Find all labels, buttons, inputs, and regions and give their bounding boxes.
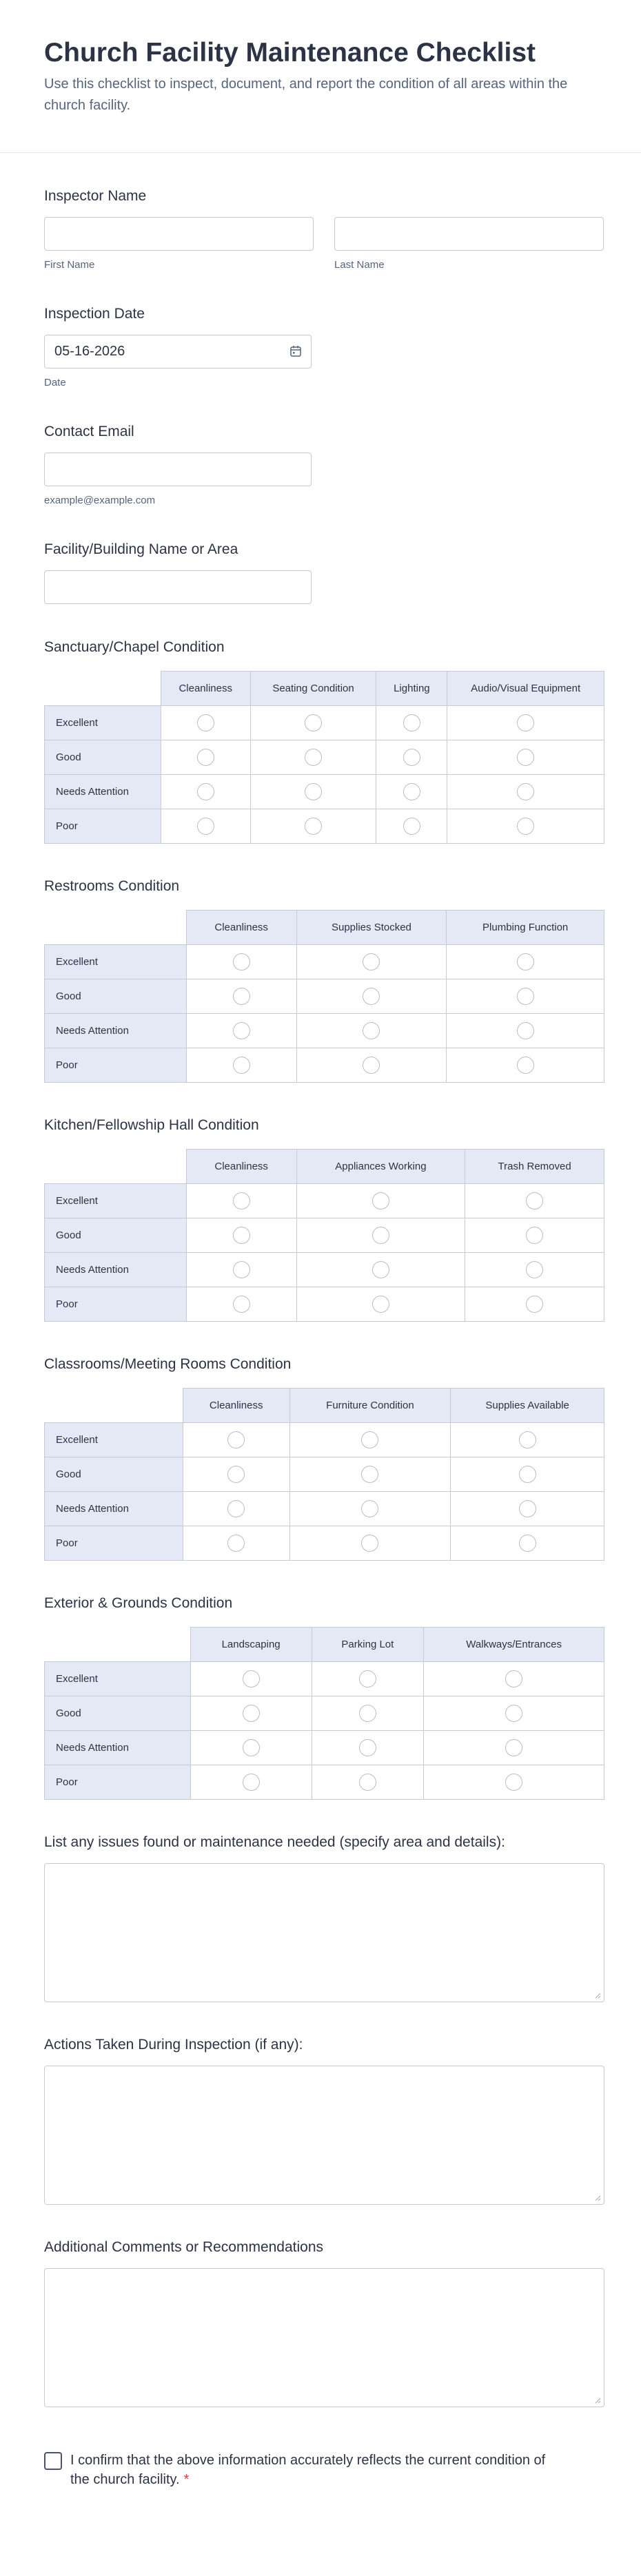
- rating-radio[interactable]: [361, 1500, 378, 1517]
- matrix-corner: [45, 911, 187, 945]
- inspection-date-sublabel: Date: [44, 377, 66, 388]
- matrix-cell: [186, 1287, 296, 1322]
- matrix-column-header: Walkways/Entrances: [424, 1628, 604, 1662]
- rating-radio[interactable]: [505, 1670, 522, 1687]
- comments-textarea[interactable]: [44, 2268, 604, 2407]
- rating-radio[interactable]: [519, 1431, 536, 1448]
- rating-radio[interactable]: [519, 1466, 536, 1483]
- matrix-column-header: Appliances Working: [296, 1150, 465, 1184]
- matrix-cell: [296, 1048, 447, 1083]
- contact-email-input[interactable]: [44, 453, 312, 486]
- resize-handle-icon[interactable]: [594, 1992, 601, 1999]
- facility-field: [44, 540, 597, 604]
- rating-radio[interactable]: [363, 1022, 380, 1039]
- table-row: [45, 1696, 604, 1731]
- rating-radio[interactable]: [197, 749, 214, 766]
- rating-radio[interactable]: [517, 1022, 534, 1039]
- matrix-field: [44, 1594, 597, 1800]
- confirm-label: [70, 2451, 553, 2489]
- matrix-column-header: Seating Condition: [250, 672, 376, 706]
- rating-radio[interactable]: [305, 783, 322, 800]
- table-row: [45, 740, 604, 775]
- matrix-cell: [186, 1014, 296, 1048]
- rating-radio[interactable]: [227, 1431, 245, 1448]
- rating-radio[interactable]: [372, 1192, 389, 1209]
- rating-radio[interactable]: [526, 1227, 543, 1244]
- matrix-cell: [451, 1526, 604, 1561]
- page-subtitle: Use this checklist to inspect, document, and report the condition of all areas within the church facility.: [44, 76, 568, 113]
- matrix-column-header: Cleanliness: [183, 1389, 289, 1423]
- rating-radio[interactable]: [517, 783, 534, 800]
- matrix-cell: [186, 945, 296, 979]
- matrix-row-label: Poor: [45, 1287, 187, 1322]
- matrix-field: [44, 877, 597, 1083]
- matrix-cell: [424, 1662, 604, 1696]
- table-row: [45, 1731, 604, 1765]
- matrix-cell: [447, 945, 604, 979]
- matrix-table: [44, 671, 604, 844]
- matrix-column-header: Cleanliness: [186, 1150, 296, 1184]
- inspector-name-label: Inspector Name: [44, 188, 147, 204]
- rating-radio[interactable]: [403, 714, 420, 731]
- issues-label: List any issues found or maintenance needed (specify area and details):: [44, 1834, 505, 1850]
- rating-radio[interactable]: [403, 818, 420, 835]
- last-name-input[interactable]: [334, 217, 604, 251]
- matrix-row-label: Excellent: [45, 1184, 187, 1218]
- matrix-cell: [312, 1662, 424, 1696]
- matrix-corner: [45, 1150, 187, 1184]
- form-body: [0, 187, 641, 2489]
- matrix-cell: [451, 1457, 604, 1492]
- matrix-cell: [465, 1184, 604, 1218]
- matrix-row-label: Good: [45, 979, 187, 1014]
- rating-radio[interactable]: [505, 1739, 522, 1756]
- required-mark: *: [183, 2472, 190, 2487]
- rating-radio[interactable]: [526, 1192, 543, 1209]
- actions-field: [44, 2035, 597, 2205]
- rating-radio[interactable]: [233, 1261, 250, 1278]
- contact-email-field: [44, 422, 597, 507]
- matrix-row-label: Excellent: [45, 1423, 183, 1457]
- matrix-column-header: Parking Lot: [312, 1628, 424, 1662]
- confirm-field: [44, 2451, 597, 2489]
- rating-radio[interactable]: [372, 1296, 389, 1313]
- contact-email-label: Contact Email: [44, 424, 134, 439]
- rating-radio[interactable]: [233, 1022, 250, 1039]
- table-row: [45, 1423, 604, 1457]
- rating-radio[interactable]: [359, 1670, 376, 1687]
- rating-radio[interactable]: [243, 1670, 260, 1687]
- rating-radio[interactable]: [233, 953, 250, 970]
- matrix-row-label: Needs Attention: [45, 775, 161, 809]
- matrix-column-header: Furniture Condition: [289, 1389, 451, 1423]
- matrix-cell: [296, 1253, 465, 1287]
- matrix-table: [44, 1388, 604, 1561]
- matrix-row-label: Poor: [45, 1765, 191, 1800]
- matrix-cell: [424, 1731, 604, 1765]
- rating-radio[interactable]: [526, 1296, 543, 1313]
- page-title: Church Facility Maintenance Checklist: [44, 38, 536, 67]
- contact-email-sublabel: example@example.com: [44, 495, 156, 506]
- table-row: [45, 1287, 604, 1322]
- facility-input[interactable]: [44, 570, 312, 604]
- first-name-input[interactable]: [44, 217, 314, 251]
- matrix-cell: [312, 1696, 424, 1731]
- matrix-row-label: Good: [45, 1457, 183, 1492]
- matrix-cell: [183, 1457, 289, 1492]
- rating-radio[interactable]: [359, 1705, 376, 1722]
- matrix-cell: [447, 775, 604, 809]
- rating-radio[interactable]: [243, 1739, 260, 1756]
- matrix-column-header: Cleanliness: [161, 672, 250, 706]
- rating-radio[interactable]: [361, 1535, 378, 1552]
- rating-radio[interactable]: [233, 988, 250, 1005]
- inspector-name-field: [44, 187, 597, 271]
- rating-radio[interactable]: [197, 818, 214, 835]
- rating-radio[interactable]: [372, 1261, 389, 1278]
- matrix-cell: [376, 809, 447, 844]
- matrix-column-header: Supplies Available: [451, 1389, 604, 1423]
- matrix-cell: [376, 775, 447, 809]
- rating-radio[interactable]: [519, 1500, 536, 1517]
- matrix-cell: [296, 979, 447, 1014]
- table-row: [45, 1048, 604, 1083]
- matrix-cell: [289, 1423, 451, 1457]
- rating-radio[interactable]: [243, 1705, 260, 1722]
- matrix-table: [44, 1149, 604, 1322]
- matrix-cell: [447, 979, 604, 1014]
- matrix-row-label: Poor: [45, 1048, 187, 1083]
- matrix-cell: [312, 1765, 424, 1800]
- rating-radio[interactable]: [227, 1535, 245, 1552]
- rating-radio[interactable]: [519, 1535, 536, 1552]
- matrix-cell: [190, 1696, 312, 1731]
- matrix-cell: [296, 1184, 465, 1218]
- matrix-cell: [186, 1184, 296, 1218]
- matrix-row-label: Excellent: [45, 945, 187, 979]
- matrix-row-label: Good: [45, 1218, 187, 1253]
- matrix-cell: [289, 1492, 451, 1526]
- rating-radio[interactable]: [361, 1431, 378, 1448]
- matrix-table: [44, 910, 604, 1083]
- rating-radio[interactable]: [403, 749, 420, 766]
- matrix-cell: [447, 1014, 604, 1048]
- rating-radio[interactable]: [233, 1227, 250, 1244]
- matrix-column-header: Plumbing Function: [447, 911, 604, 945]
- matrix-column-header: Supplies Stocked: [296, 911, 447, 945]
- confirm-checkbox[interactable]: [44, 2452, 62, 2470]
- matrix-cell: [250, 809, 376, 844]
- matrix-row-label: Excellent: [45, 1662, 191, 1696]
- matrix-cell: [465, 1253, 604, 1287]
- matrix-cell: [161, 809, 250, 844]
- matrix-cell: [451, 1492, 604, 1526]
- matrix-cell: [186, 1048, 296, 1083]
- matrix-label: Kitchen/Fellowship Hall Condition: [44, 1117, 259, 1133]
- table-row: [45, 945, 604, 979]
- resize-handle-icon[interactable]: [594, 2397, 601, 2404]
- inspection-date-label: Inspection Date: [44, 306, 145, 322]
- facility-label: Facility/Building Name or Area: [44, 541, 238, 557]
- matrix-cell: [183, 1492, 289, 1526]
- matrix-row-label: Good: [45, 1696, 191, 1731]
- table-row: [45, 775, 604, 809]
- rating-radio[interactable]: [517, 818, 534, 835]
- matrix-row-label: Good: [45, 740, 161, 775]
- matrix-row-label: Poor: [45, 1526, 183, 1561]
- matrix-cell: [186, 979, 296, 1014]
- matrix-cell: [451, 1423, 604, 1457]
- matrix-label: Sanctuary/Chapel Condition: [44, 639, 225, 655]
- matrix-cell: [289, 1526, 451, 1561]
- matrix-cell: [250, 740, 376, 775]
- rating-radio[interactable]: [197, 783, 214, 800]
- matrix-row-label: Needs Attention: [45, 1731, 191, 1765]
- matrix-cell: [183, 1423, 289, 1457]
- rating-radio[interactable]: [526, 1261, 543, 1278]
- rating-radio[interactable]: [227, 1500, 245, 1517]
- issues-field: [44, 1833, 597, 2002]
- matrix-row-label: Excellent: [45, 706, 161, 740]
- matrix-cell: [190, 1662, 312, 1696]
- rating-radio[interactable]: [359, 1739, 376, 1756]
- rating-radio[interactable]: [233, 1296, 250, 1313]
- matrix-cell: [296, 945, 447, 979]
- table-row: [45, 1184, 604, 1218]
- rating-radio[interactable]: [372, 1227, 389, 1244]
- actions-label: Actions Taken During Inspection (if any):: [44, 2037, 303, 2053]
- matrix-row-label: Needs Attention: [45, 1253, 187, 1287]
- matrix-cell: [296, 1014, 447, 1048]
- comments-label: Additional Comments or Recommendations: [44, 2239, 324, 2255]
- matrix-cell: [250, 706, 376, 740]
- matrix-cell: [376, 740, 447, 775]
- form-header: [0, 0, 641, 153]
- matrix-cell: [190, 1731, 312, 1765]
- matrix-cell: [161, 740, 250, 775]
- resize-handle-icon[interactable]: [594, 2194, 601, 2201]
- last-name-sublabel: Last Name: [334, 259, 385, 271]
- rating-radio[interactable]: [233, 1057, 250, 1074]
- inspection-date-input[interactable]: 05-16-2026: [44, 335, 312, 368]
- table-row: [45, 809, 604, 844]
- matrix-cell: [424, 1765, 604, 1800]
- matrix-corner: [45, 1628, 191, 1662]
- rating-radio[interactable]: [517, 714, 534, 731]
- matrix-cell: [250, 775, 376, 809]
- rating-radio[interactable]: [305, 714, 322, 731]
- matrix-cell: [447, 1048, 604, 1083]
- matrix-corner: [45, 672, 161, 706]
- table-row: [45, 1014, 604, 1048]
- matrix-label: Exterior & Grounds Condition: [44, 1595, 233, 1611]
- comments-field: [44, 2238, 597, 2407]
- matrix-column-header: Cleanliness: [186, 911, 296, 945]
- rating-radio[interactable]: [227, 1466, 245, 1483]
- table-row: [45, 1765, 604, 1800]
- rating-radio[interactable]: [305, 749, 322, 766]
- matrix-cell: [312, 1731, 424, 1765]
- rating-radio[interactable]: [517, 988, 534, 1005]
- confirm-text: I confirm that the above information accurately reflects the current condition of the church facility.: [70, 2453, 546, 2487]
- issues-textarea[interactable]: [44, 1863, 604, 2002]
- matrix-cell: [447, 706, 604, 740]
- matrix-cell: [183, 1526, 289, 1561]
- matrix-cell: [465, 1287, 604, 1322]
- actions-textarea[interactable]: [44, 2066, 604, 2205]
- matrix-cell: [186, 1218, 296, 1253]
- table-row: [45, 979, 604, 1014]
- matrix-cell: [289, 1457, 451, 1492]
- table-row: [45, 1253, 604, 1287]
- rating-radio[interactable]: [505, 1705, 522, 1722]
- matrix-label: Classrooms/Meeting Rooms Condition: [44, 1356, 292, 1372]
- rating-radio[interactable]: [197, 714, 214, 731]
- matrix-cell: [424, 1696, 604, 1731]
- rating-radio[interactable]: [517, 749, 534, 766]
- rating-radio[interactable]: [363, 1057, 380, 1074]
- matrix-table: [44, 1627, 604, 1800]
- matrix-cell: [447, 740, 604, 775]
- matrix-field: [44, 1116, 597, 1322]
- rating-radio[interactable]: [233, 1192, 250, 1209]
- table-row: [45, 1526, 604, 1561]
- rating-radio[interactable]: [363, 988, 380, 1005]
- matrix-cell: [190, 1765, 312, 1800]
- matrix-column-header: Lighting: [376, 672, 447, 706]
- rating-radio[interactable]: [517, 1057, 534, 1074]
- matrix-label: Restrooms Condition: [44, 878, 180, 894]
- rating-radio[interactable]: [517, 953, 534, 970]
- matrix-corner: [45, 1389, 183, 1423]
- table-row: [45, 1492, 604, 1526]
- rating-radio[interactable]: [363, 953, 380, 970]
- rating-radio[interactable]: [243, 1774, 260, 1791]
- matrix-field: [44, 1355, 597, 1561]
- matrix-row-label: Needs Attention: [45, 1492, 183, 1526]
- matrix-column-header: Landscaping: [190, 1628, 312, 1662]
- matrix-column-header: Trash Removed: [465, 1150, 604, 1184]
- matrix-cell: [447, 809, 604, 844]
- first-name-sublabel: First Name: [44, 259, 95, 271]
- inspection-date-field: [44, 304, 597, 389]
- table-row: [45, 1662, 604, 1696]
- matrix-cell: [376, 706, 447, 740]
- table-row: [45, 1457, 604, 1492]
- matrix-column-header: Audio/Visual Equipment: [447, 672, 604, 706]
- matrix-row-label: Poor: [45, 809, 161, 844]
- matrix-field: [44, 638, 597, 844]
- calendar-icon[interactable]: [289, 345, 302, 357]
- table-row: [45, 706, 604, 740]
- rating-radio[interactable]: [505, 1774, 522, 1791]
- rating-radio[interactable]: [305, 818, 322, 835]
- matrix-cell: [186, 1253, 296, 1287]
- rating-radio[interactable]: [359, 1774, 376, 1791]
- table-row: [45, 1218, 604, 1253]
- rating-radio[interactable]: [403, 783, 420, 800]
- matrix-cell: [296, 1218, 465, 1253]
- matrix-cell: [465, 1218, 604, 1253]
- rating-radio[interactable]: [361, 1466, 378, 1483]
- matrix-cell: [296, 1287, 465, 1322]
- matrix-cell: [161, 775, 250, 809]
- matrix-row-label: Needs Attention: [45, 1014, 187, 1048]
- matrix-cell: [161, 706, 250, 740]
